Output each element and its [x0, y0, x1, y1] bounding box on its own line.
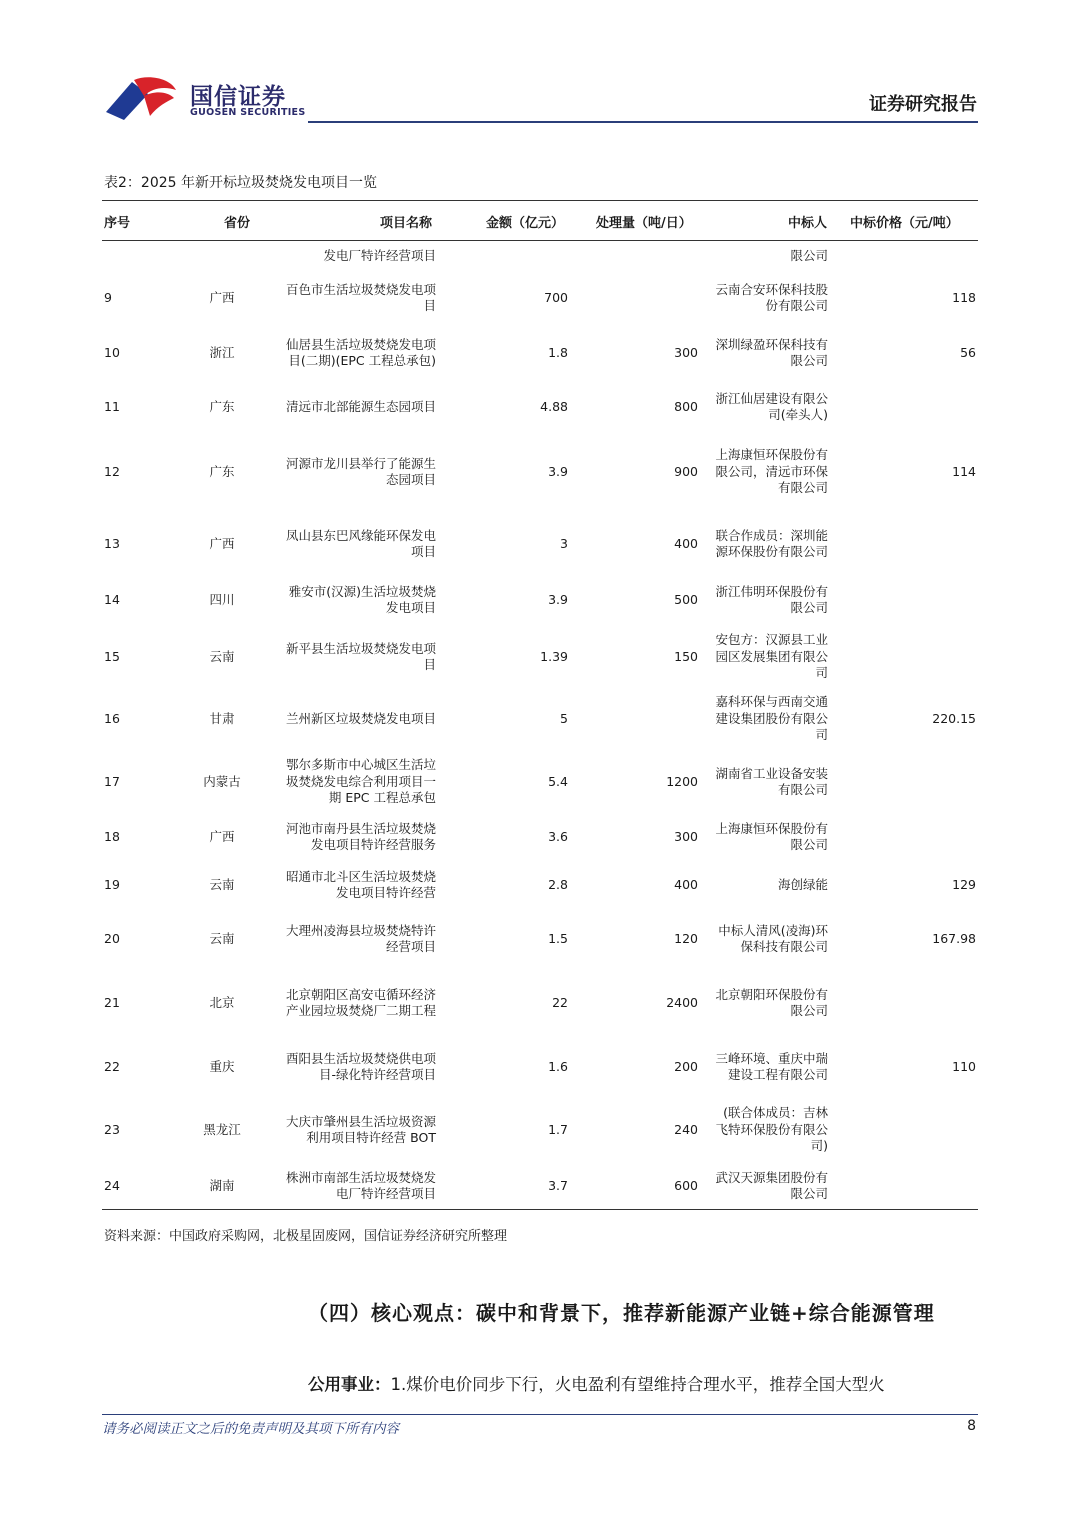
footer-divider [102, 1414, 978, 1415]
cell-price: 110 [952, 1058, 976, 1074]
cell-name: 酉阳县生活垃圾焚烧供电项目-绿化特许经营项目 [285, 1050, 436, 1082]
table-source-note: 资料来源：中国政府采购网，北极星固废网，国信证券经济研究所整理 [104, 1229, 508, 1244]
cell-winner: 浙江伟明环保股份有限公司 [715, 583, 828, 615]
cell-capacity: 200 [674, 1058, 698, 1074]
table-row [102, 630, 978, 684]
cell-winner: 北京朝阳环保股份有限公司 [715, 986, 828, 1018]
column-header-seq: 序号 [104, 216, 131, 231]
section-heading: （四）核心观点：碳中和背景下，推荐新能源产业链+综合能源管理 [308, 1301, 935, 1325]
cell-seq: 24 [104, 1177, 120, 1193]
cell-seq: 23 [104, 1121, 120, 1137]
body-label: 公用事业： [308, 1375, 391, 1394]
cell-price: 118 [952, 289, 976, 305]
cell-province: 湖南 [209, 1177, 235, 1193]
brand-logo [104, 76, 304, 122]
cell-name: 百色市生活垃圾焚烧发电项目 [285, 281, 436, 313]
cell-price: 129 [952, 876, 976, 892]
cell-winner: 海创绿能 [777, 876, 828, 892]
cell-capacity: 300 [674, 828, 698, 844]
cell-capacity: 400 [674, 535, 698, 551]
cell-amount: 700 [544, 289, 568, 305]
cell-winner: 安包方：汉源县工业园区发展集团有限公司 [715, 632, 828, 681]
cell-province: 北京 [209, 994, 235, 1010]
table-row [102, 754, 978, 810]
cell-seq: 21 [104, 994, 120, 1010]
table-header-rule [102, 240, 978, 241]
cell-name: 凤山县东巴风缘能环保发电项目 [285, 527, 436, 559]
cell-capacity: 800 [674, 398, 698, 414]
cell-seq: 13 [104, 535, 120, 551]
cell-amount: 3.9 [548, 463, 568, 479]
logo-english-name: GUOSEN SECURITIES [190, 107, 306, 118]
table-row [102, 576, 978, 624]
cell-seq: 16 [104, 710, 120, 726]
cell-seq: 10 [104, 344, 120, 360]
cell-seq: 12 [104, 463, 120, 479]
cell-province: 黑龙江 [203, 1121, 241, 1137]
table-top-rule [102, 200, 978, 201]
table-row [102, 908, 978, 970]
cell-winner: (联合体成员：吉林飞特环保股份有限公司) [715, 1105, 828, 1154]
column-header-winner: 中标人 [788, 216, 828, 231]
header-divider [308, 121, 978, 123]
table-row [102, 1100, 978, 1160]
cell-province: 广西 [209, 828, 235, 844]
cell-price: 56 [960, 344, 976, 360]
cell-amount: 22 [552, 994, 568, 1010]
table-row [102, 242, 978, 270]
cell-capacity: 120 [674, 930, 698, 946]
cell-price [862, 812, 976, 862]
cell-province: 重庆 [209, 1058, 235, 1074]
table-row [102, 1164, 978, 1208]
cell-name: 昭通市北斗区生活垃圾焚烧发电项目特许经营 [285, 868, 436, 900]
column-header-capacity: 处理量（吨/日） [596, 216, 692, 231]
table-row [102, 382, 978, 432]
cell-price: 114 [952, 463, 976, 479]
cell-winner: 三峰环境、重庆中瑞建设工程有限公司 [715, 1050, 828, 1082]
table-row [102, 694, 978, 744]
cell-amount: 1.5 [548, 930, 568, 946]
cell-capacity [572, 242, 698, 270]
cell-province: 甘肃 [209, 710, 235, 726]
column-header-province: 省份 [224, 216, 251, 231]
table-row [102, 972, 978, 1034]
cell-amount: 3.6 [548, 828, 568, 844]
cell-amount: 1.7 [548, 1121, 568, 1137]
table-row [102, 812, 978, 862]
cell-province: 云南 [209, 930, 235, 946]
cell-winner: 湖南省工业设备安装有限公司 [715, 765, 828, 797]
cell-name: 雅安市(汉源)生活垃圾焚烧发电项目 [288, 583, 436, 615]
cell-amount: 1.6 [548, 1058, 568, 1074]
cell-capacity [572, 276, 698, 320]
cell-capacity: 400 [674, 876, 698, 892]
cell-capacity: 600 [674, 1177, 698, 1193]
cell-seq [102, 242, 164, 270]
cell-seq: 9 [104, 289, 112, 305]
cell-name: 北京朝阳区高安屯循环经济产业园垃圾焚烧厂二期工程 [285, 986, 436, 1018]
cell-province: 云南 [209, 876, 235, 892]
cell-seq: 19 [104, 876, 120, 892]
cell-amount: 3 [560, 535, 568, 551]
cell-price [862, 630, 976, 684]
cell-capacity: 1200 [666, 773, 698, 789]
cell-capacity: 300 [674, 344, 698, 360]
cell-capacity: 900 [674, 463, 698, 479]
cell-name: 鄂尔多斯市中心城区生活垃圾焚烧发电综合利用项目一期 EPC 工程总承包 [285, 757, 436, 806]
cell-price [862, 576, 976, 624]
cell-province: 广东 [209, 398, 235, 414]
cell-capacity: 150 [674, 648, 698, 664]
cell-amount: 3.7 [548, 1177, 568, 1193]
cell-province: 四川 [209, 591, 235, 607]
column-header-name: 项目名称 [380, 216, 433, 231]
cell-amount: 3.9 [548, 591, 568, 607]
cell-capacity [572, 694, 698, 744]
cell-winner: 中标人清风(凌海)环保科技有限公司 [718, 922, 828, 954]
table-caption: 表2：2025 年新开标垃圾焚烧发电项目一览 [104, 175, 377, 191]
cell-price [862, 972, 976, 1034]
cell-seq: 20 [104, 930, 120, 946]
cell-seq: 14 [104, 591, 120, 607]
cell-name: 株洲市南部生活垃圾焚烧发电厂特许经营项目 [285, 1169, 436, 1201]
table-row [102, 326, 978, 380]
cell-amount: 5.4 [548, 773, 568, 789]
cell-amount: 1.8 [548, 344, 568, 360]
cell-seq: 18 [104, 828, 120, 844]
cell-winner: 限公司 [790, 247, 828, 263]
section-body [308, 1372, 980, 1398]
cell-price: 167.98 [932, 930, 976, 946]
cell-name: 河池市南丹县生活垃圾焚烧发电项目特许经营服务 [285, 820, 436, 852]
cell-amount: 4.88 [540, 398, 568, 414]
cell-winner: 上海康恒环保股份有限公司，清远市环保有限公司 [715, 447, 828, 496]
cell-province: 云南 [209, 648, 235, 664]
table-row [102, 1036, 978, 1098]
report-type-label: 证券研究报告 [869, 94, 977, 115]
cell-capacity: 2400 [666, 994, 698, 1010]
column-header-amount: 金额（亿元） [486, 216, 565, 231]
cell-capacity: 500 [674, 591, 698, 607]
cell-price [862, 1100, 976, 1160]
cell-price [862, 242, 976, 270]
cell-name: 大庆市肇州县生活垃圾资源利用项目特许经营 BOT [285, 1113, 436, 1145]
table-row [102, 436, 978, 508]
cell-price [862, 512, 976, 576]
footer-disclaimer: 请务必阅读正文之后的免责声明及其项下所有内容 [102, 1421, 399, 1437]
cell-seq: 17 [104, 773, 120, 789]
cell-price [862, 382, 976, 432]
cell-price [862, 754, 976, 810]
cell-winner: 上海康恒环保股份有限公司 [715, 820, 828, 852]
cell-amount: 1.39 [540, 648, 568, 664]
cell-winner: 深圳绿盈环保科技有限公司 [715, 336, 828, 368]
cell-province [192, 242, 252, 270]
cell-seq: 15 [104, 648, 120, 664]
body-text: 1.煤价电价同步下行，火电盈利有望维持合理水平，推荐全国大型火 [390, 1375, 885, 1394]
cell-name: 新平县生活垃圾焚烧发电项目 [285, 640, 436, 672]
cell-name: 河源市龙川县举行了能源生态园项目 [285, 455, 436, 487]
cell-amount [462, 242, 568, 270]
cell-winner: 嘉科环保与西南交通建设集团股份有限公司 [715, 694, 828, 743]
table-row [102, 862, 978, 908]
cell-price [862, 1164, 976, 1208]
cell-province: 广东 [209, 463, 235, 479]
table-row [102, 512, 978, 576]
cell-name: 发电厂特许经营项目 [323, 247, 436, 263]
cell-seq: 22 [104, 1058, 120, 1074]
cell-winner: 联合作成员：深圳能源环保股份有限公司 [715, 527, 828, 559]
cell-winner: 浙江仙居建设有限公司(牵头人) [715, 390, 828, 422]
cell-seq: 11 [104, 398, 120, 414]
cell-name: 大理州凌海县垃圾焚烧特许经营项目 [285, 922, 436, 954]
cell-province: 浙江 [209, 344, 235, 360]
column-header-price: 中标价格（元/吨） [850, 216, 959, 231]
cell-name: 仙居县生活垃圾焚烧发电项目(二期)(EPC 工程总承包) [285, 336, 436, 368]
cell-amount: 2.8 [548, 876, 568, 892]
table-row [102, 276, 978, 320]
page-number: 8 [967, 1418, 976, 1434]
cell-price: 220.15 [932, 710, 976, 726]
cell-winner: 武汉天源集团股份有限公司 [715, 1169, 828, 1201]
cell-province: 广西 [209, 535, 235, 551]
cell-province: 内蒙古 [203, 773, 241, 789]
guosen-logo-icon [104, 76, 184, 122]
logo-chinese-name: 国信证券 [190, 84, 286, 110]
cell-name: 兰州新区垃圾焚烧发电项目 [285, 710, 436, 726]
cell-capacity: 240 [674, 1121, 698, 1137]
cell-winner: 云南合安环保科技股份有限公司 [715, 281, 828, 313]
table-bottom-rule [102, 1209, 978, 1210]
cell-name: 清远市北部能源生态园项目 [285, 398, 436, 414]
cell-amount: 5 [560, 710, 568, 726]
cell-province: 广西 [209, 289, 235, 305]
